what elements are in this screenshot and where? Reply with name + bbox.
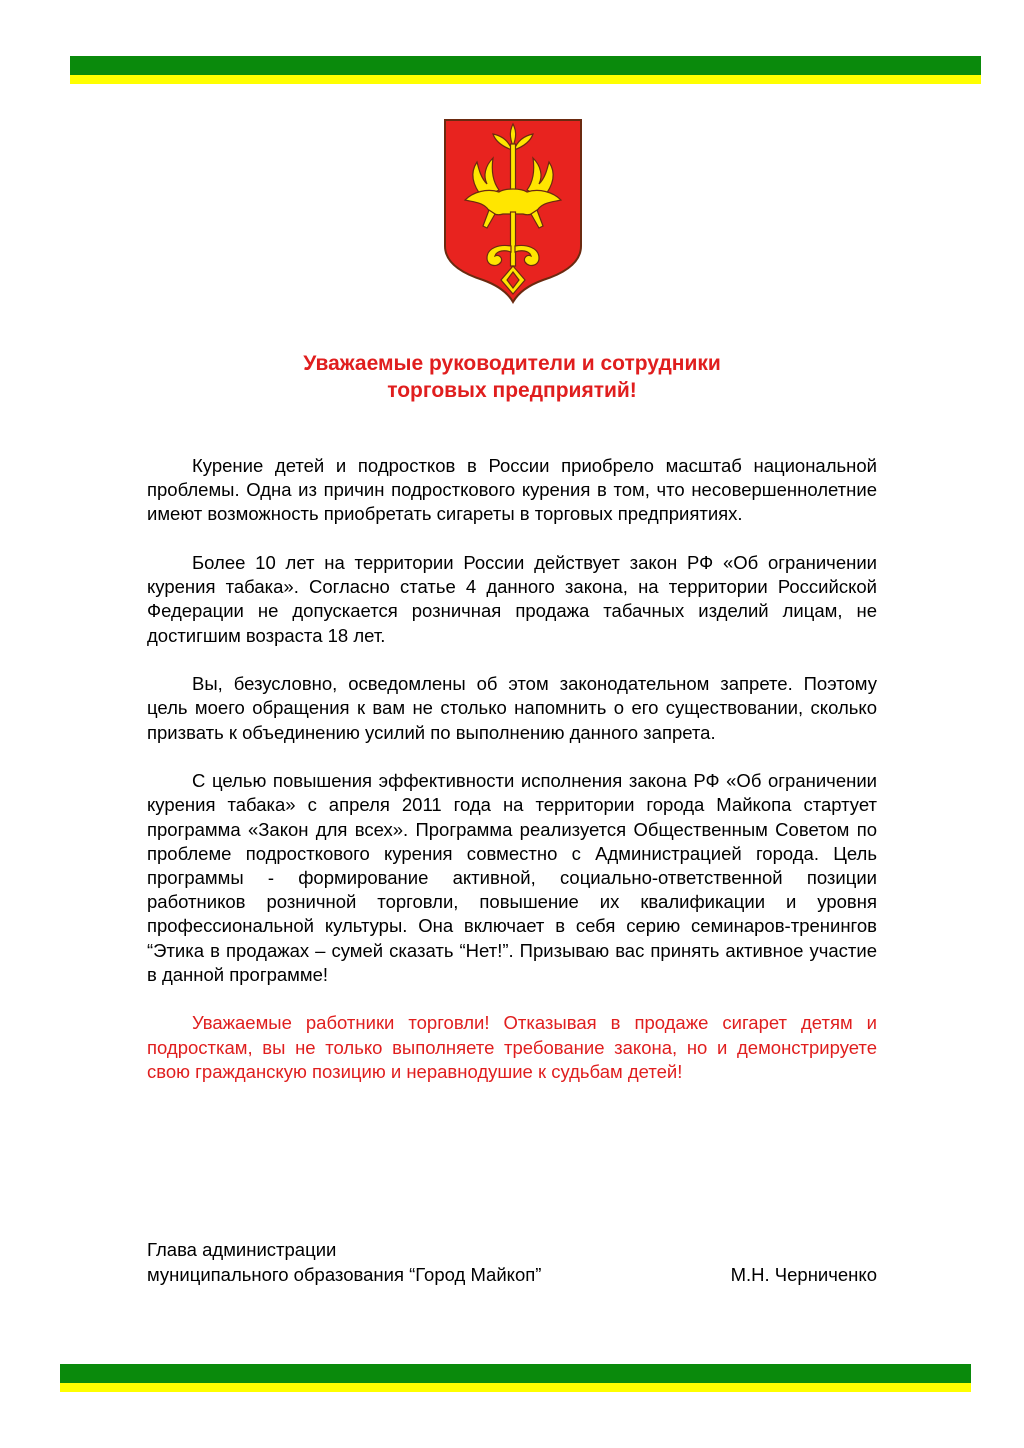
signature-block (147, 1237, 877, 1287)
signature-title-line-2: муниципального образования “Город Майкоп” (147, 1264, 542, 1285)
paragraph-2: Более 10 лет на территории России действует закон РФ «Об ограничении курения табака». Согласно статье 4 данного закона, на территории Российской Федерации не допускается розничная продажа табачных изделий лицам, не достигшим возраста 18 лет. (147, 552, 877, 646)
signature-title-line-1: Глава администрации (147, 1239, 337, 1260)
coat-of-arms-icon (443, 118, 583, 304)
letter-body (147, 454, 877, 1108)
bottom-green-band (60, 1364, 971, 1383)
paragraph-3: Вы, безусловно, осведомлены об этом законодательном запрете. Поэтому цель моего обращения к вам не столько напомнить о его существовании, сколько призвать к объединению усилий по выполнению данного запрета. (147, 673, 877, 743)
bottom-yellow-band (60, 1383, 971, 1392)
signature-name: М.Н. Черниченко (730, 1264, 877, 1285)
top-color-stripe (70, 56, 981, 84)
paragraph-4: С целью повышения эффективности исполнения закона РФ «Об ограничении курения табака» с апреля 2011 года на территории города Майкопа стартует программа «Закон для всех». Программа реализуется Общественным Советом по проблеме подросткового курения совместно с Администрацией города. Цель программы - формирование активной, социально-ответственной позиции работников розничной торговли, повышение их квалификации и уровня профессиональной культуры. Она включает в себя серию семинаров-тренингов “Этика в продажах – сумей сказать “Нет!”. Призываю вас принять активное участие в данной программе! (147, 770, 877, 985)
top-green-band (70, 56, 981, 75)
letter-heading (147, 350, 877, 404)
top-yellow-band (70, 75, 981, 84)
heading-line-2: торговых предприятий! (387, 379, 637, 402)
heading-line-1: Уважаемые руководители и сотрудники (303, 352, 721, 375)
call-to-action-paragraph: Уважаемые работники торговли! Отказывая в продаже сигарет детям и подросткам, вы не только выполняете требование закона, но и демонстрируете свою гражданскую позицию и неравнодушие к судьбам детей! (147, 1012, 877, 1082)
bottom-color-stripe (60, 1364, 971, 1392)
paragraph-1: Курение детей и подростков в России приобрело масштаб национальной проблемы. Одна из причин подросткового курения в том, что несовершеннолетние имеют возможность приобретать сигареты в торговых предприятиях. (147, 455, 877, 525)
